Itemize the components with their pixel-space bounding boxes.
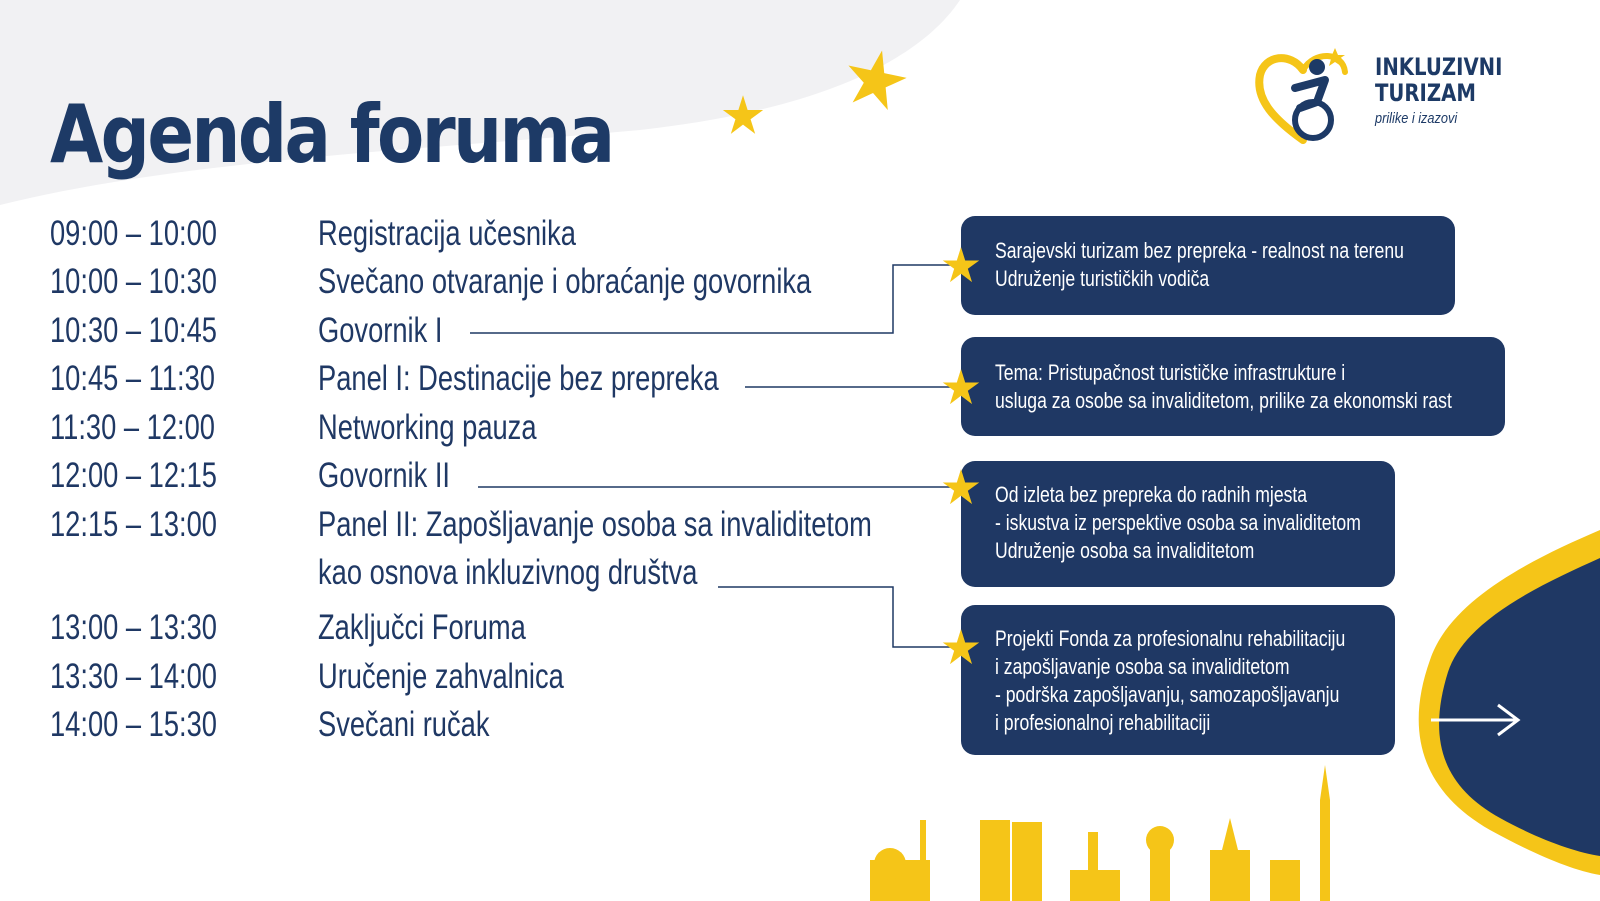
schedule-time: 10:30 – 10:45 (50, 311, 217, 350)
schedule-activity: Uručenje zahvalnica (318, 657, 564, 696)
connector-star-icon (942, 628, 980, 666)
schedule-activity: Govornik II (318, 456, 451, 495)
schedule-time: 09:00 – 10:00 (50, 214, 217, 253)
info-box-line: i zapošljavanje osoba sa invaliditetom (995, 654, 1290, 679)
schedule-activity: kao osnova inkluzivnog društva (318, 553, 698, 592)
schedule-activity: Networking pauza (318, 408, 537, 447)
schedule-time: 12:00 – 12:15 (50, 456, 217, 495)
schedule-activity: Govornik I (318, 311, 443, 350)
logo-subtitle: prilike i izazovi (1375, 110, 1458, 127)
schedule-time: 10:00 – 10:30 (50, 262, 217, 301)
info-box-line: Tema: Pristupačnost turističke infrastrukture i (995, 360, 1346, 385)
schedule-activity: Panel I: Destinacije bez prepreka (318, 359, 719, 398)
info-box-line: Sarajevski turizam bez prepreka - realnost na terenu (995, 238, 1404, 263)
schedule-time: 13:00 – 13:30 (50, 608, 217, 647)
info-box (961, 605, 1395, 755)
connector-star-icon (942, 246, 980, 284)
schedule-time: 13:30 – 14:00 (50, 657, 217, 696)
connector-star-icon (942, 468, 980, 506)
info-box (961, 216, 1455, 315)
info-box-line: - podrška zapošljavanju, samozapošljavanju (995, 682, 1340, 707)
info-box-line: Udruženje turističkih vodiča (995, 266, 1210, 291)
info-box-line: Od izleta bez prepreka do radnih mjesta (995, 482, 1308, 507)
page-title: Agenda foruma (50, 88, 613, 181)
info-box-line: - iskustva iz perspektive osoba sa invaliditetom (995, 510, 1361, 535)
schedule-time: 11:30 – 12:00 (50, 408, 215, 447)
connector-star-icon (942, 368, 980, 406)
schedule-time: 14:00 – 15:30 (50, 705, 217, 744)
schedule-activity: Registracija učesnika (318, 214, 576, 253)
info-box-line: Udruženje osoba sa invaliditetom (995, 538, 1255, 563)
arrow-right-icon[interactable] (1428, 700, 1523, 740)
info-box-line: Projekti Fonda za profesionalnu rehabilitaciju (995, 626, 1346, 651)
schedule-activity: Svečani ručak (318, 705, 490, 744)
logo-title-line1: INKLUZIVNI (1375, 53, 1503, 81)
info-box-line: i profesionalnoj rehabilitaciji (995, 710, 1211, 735)
info-box-line: usluga za osobe sa invaliditetom, prilike za ekonomski rast (995, 388, 1452, 413)
logo-title-line2: TURIZAM (1375, 79, 1476, 107)
schedule-time: 10:45 – 11:30 (50, 359, 215, 398)
schedule-activity: Panel II: Zapošljavanje osoba sa invaliditetom (318, 505, 872, 544)
info-box (961, 337, 1505, 436)
schedule-time: 12:15 – 13:00 (50, 505, 217, 544)
info-box (961, 461, 1395, 587)
schedule-activity: Svečano otvaranje i obraćanje govornika (318, 262, 812, 301)
schedule-activity: Zaključci Foruma (318, 608, 526, 647)
